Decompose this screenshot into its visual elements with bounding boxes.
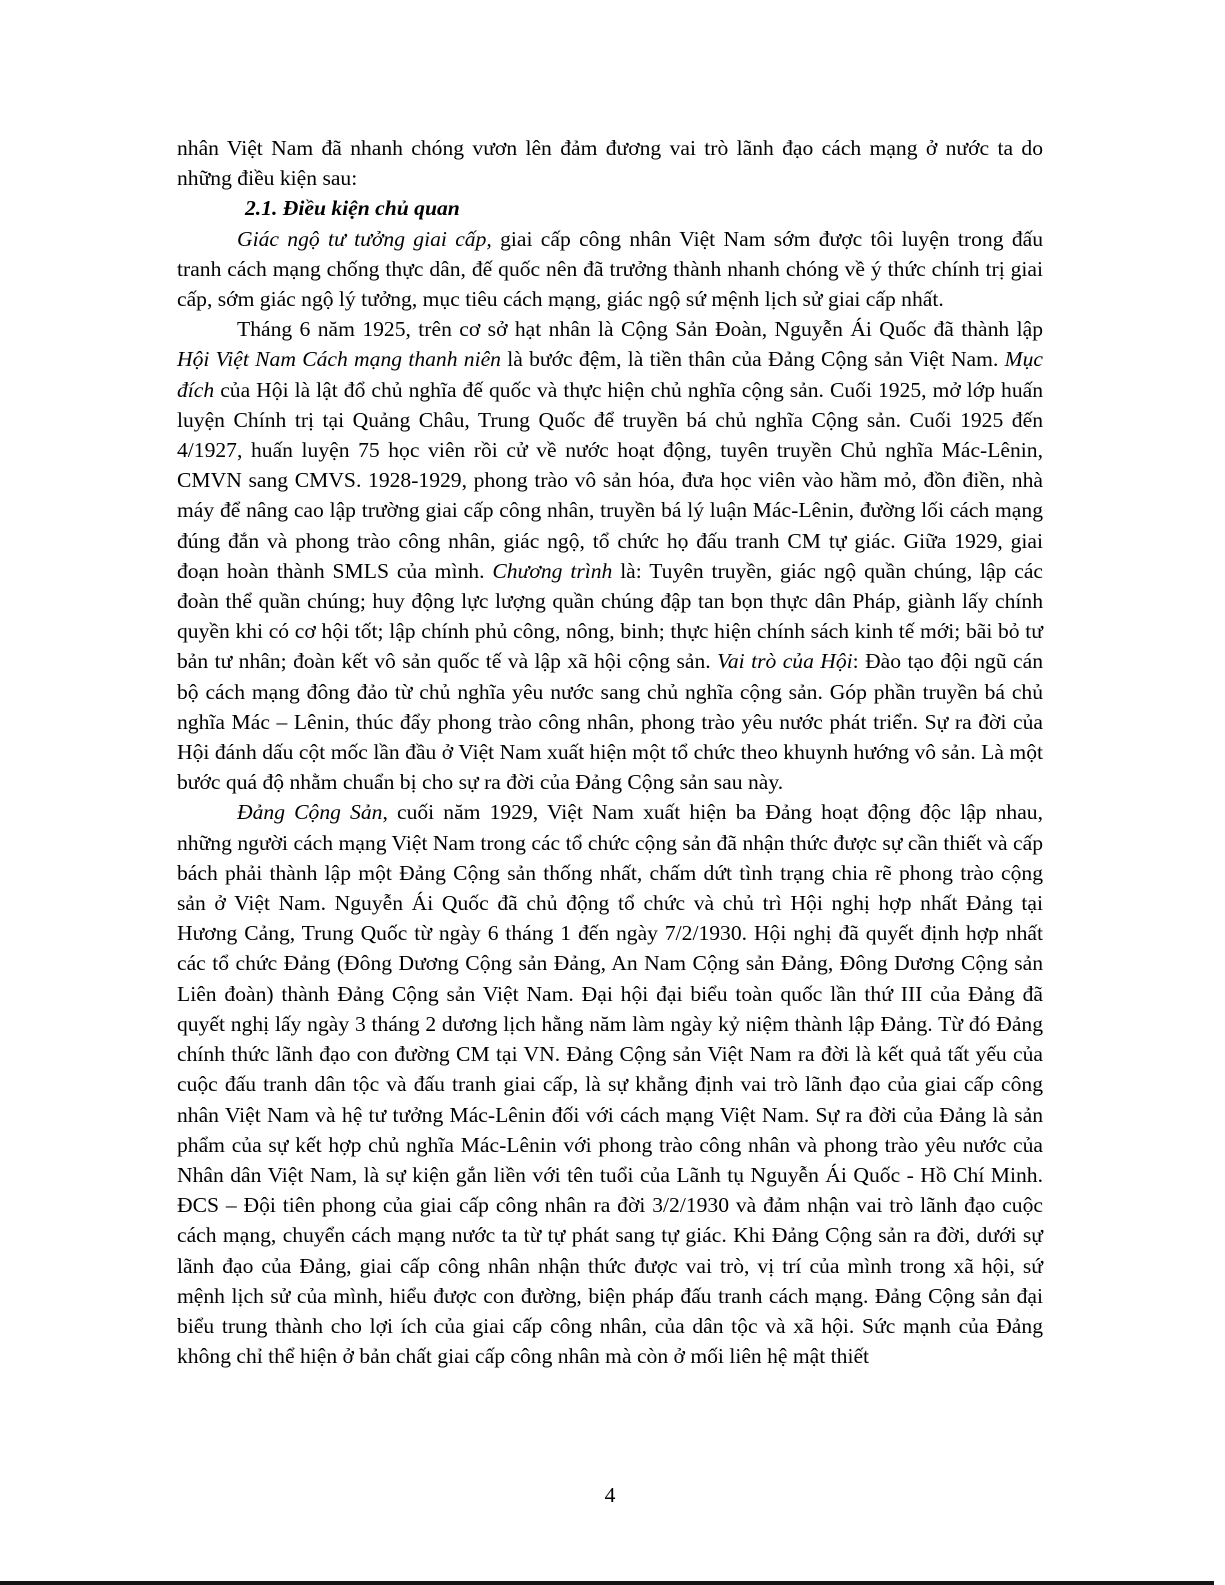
- text-run: Tháng 6 năm 1925, trên cơ sở hạt nhân là Cộng Sản Đoàn, Nguyễn Ái Quốc đã thành lập: [237, 317, 1043, 342]
- paragraph-intro-continuation: [177, 133, 1043, 193]
- text-run: Chương trình: [492, 558, 613, 583]
- text-run: là: Tuyên truyền, giác ngộ quần chúng, lập các đoàn thể quần chúng; huy động lực lượng quần chúng đập tan bọn thực dân Pháp, giành lấy chính quyền khi có cơ hội tốt; lập chính phủ công, nông, binh; thực hiện chính sách kinh tế mới; bãi bỏ tư bản tư nhân; đoàn kết vô sản quốc tế và lập xã hội cộng sản.: [177, 558, 1043, 674]
- text-run: của Hội là lật đổ chủ nghĩa đế quốc và thực hiện chủ nghĩa cộng sản. Cuối 1925, mở lớp huấn luyện Chính trị tại Quảng Châu, Trung Quốc để truyền bá chủ nghĩa Cộng sản. Cuối 1925 đến 4/1927, huấn luyện 75 học viên rồi cử về nước hoạt động, tuyên truyền Chủ nghĩa Mác-Lênin, CMVN sang CMVS. 1928-1929, phong trào vô sản hóa, đưa học viên vào hầm mỏ, đồn điền, nhà máy để nâng cao lập trường giai cấp công nhân, truyền bá lý luận Mác-Lênin, đường lối cách mạng đúng đắn và phong trào công nhân, giác ngộ, tổ chức họ đấu tranh CM tự giác. Giữa 1929, giai đoạn hoàn thành SMLS của mình.: [177, 377, 1043, 583]
- text-run: là bước đệm, là tiền thân của Đảng Cộng sản Việt Nam.: [500, 347, 1005, 372]
- text-run: Mục đích: [177, 347, 1043, 402]
- paragraph-dang-cong-san: [177, 797, 1043, 1371]
- text-run: : Đào tạo đội ngũ cán bộ cách mạng đông đảo từ chủ nghĩa yêu nước sang chủ nghĩa cộng sản. Góp phần truyền bá chủ nghĩa Mác – Lênin, thúc đẩy phong trào công nhân, phong trào yêu nước phát triển. Sự ra đời của Hội đánh dấu cột mốc lần đầu ở Việt Nam xuất hiện một tổ chức theo khuynh hướng vô sản. Là một bước quá độ nhằm chuẩn bị cho sự ra đời của Đảng Cộng sản sau này.: [177, 649, 1043, 795]
- paragraph-giac-ngo-tu-tuong: [177, 224, 1043, 315]
- bottom-edge-bar: [0, 1581, 1214, 1585]
- text-run: nhân Việt Nam đã nhanh chóng vươn lên đảm đương vai trò lãnh đạo cách mạng ở nước ta do những điều kiện sau:: [177, 136, 1043, 191]
- text-run: , cuối năm 1929, Việt Nam xuất hiện ba Đảng hoạt động độc lập nhau, những người cách mạng Việt Nam trong các tổ chức cộng sản đã nhận thức được sự cần thiết và cấp bách phải thành lập một Đảng Cộng sản thống nhất, chấm dứt tình trạng chia rẽ phong trào cộng sản ở Việt Nam. Nguyễn Ái Quốc đã chủ động tổ chức và chủ trì Hội nghị hợp nhất Đảng tại Hương Cảng, Trung Quốc từ ngày 6 tháng 1 đến ngày 7/2/1930. Hội nghị đã quyết định hợp nhất các tổ chức Đảng (Đông Dương Cộng sản Đảng, An Nam Cộng sản Đảng, Đông Dương Cộng sản Liên đoàn) thành Đảng Cộng sản Việt Nam. Đại hội đại biểu toàn quốc lần thứ III của Đảng đã quyết nghị lấy ngày 3 tháng 2 dương lịch hằng năm làm ngày kỷ niệm thành lập Đảng. Từ đó Đảng chính thức lãnh đạo con đường CM tại VN. Đảng Cộng sản Việt Nam ra đời là kết quả tất yếu của cuộc đấu tranh dân tộc và đấu tranh giai cấp, là sự khẳng định vai trò lãnh đạo của giai cấp công nhân Việt Nam và hệ tư tưởng Mác-Lênin đối với cách mạng Việt Nam. Sự ra đời của Đảng là sản phẩm của sự kết hợp chủ nghĩa Mác-Lênin với phong trào công nhân và phong trào yêu nước của Nhân dân Việt Nam, là sự kiện gắn liền với tên tuổi của Lãnh tụ Nguyễn Ái Quốc - Hồ Chí Minh. ĐCS – Đội tiên phong của giai cấp công nhân ra đời 3/2/1930 và đảm nhận vai trò lãnh đạo cuộc cách mạng, chuyển cách mạng nước ta từ tự phát sang tự giác. Khi Đảng Cộng sản ra đời, dưới sự lãnh đạo của Đảng, giai cấp công nhân nhận thức được vai trò, vị trí của mình trong xã hội, sứ mệnh lịch sử của mình, hiểu được con đường, biện pháp đấu tranh cách mạng. Đảng Cộng sản đại biểu trung thành cho lợi ích của giai cấp công nhân, của dân tộc và xã hội. Sức mạnh của Đảng không chỉ thể hiện ở bản chất giai cấp công nhân mà còn ở mối liên hệ mật thiết: [177, 800, 1043, 1369]
- text-run: Vai trò của Hội: [717, 649, 853, 674]
- text-run: Hội Việt Nam Cách mạng thanh niên: [177, 347, 501, 372]
- text-run: giai cấp công nhân Việt Nam sớm được tôi luyện trong đấu tranh cách mạng chống thực dân, đế quốc nên đã trưởng thành nhanh chóng về ý thức chính trị giai cấp, sớm giác ngộ lý tưởng, mục tiêu cách mạng, giác ngộ sứ mệnh lịch sử giai cấp nhất.: [177, 226, 1043, 312]
- text-run: Giác ngộ tư tưởng giai cấp,: [237, 226, 492, 251]
- page-number: 4: [604, 1483, 616, 1507]
- document-text-block: [177, 133, 1043, 1371]
- heading-2-1-dieu-kien-chu-quan: [177, 193, 1043, 223]
- text-run: Đảng Cộng Sản: [237, 800, 383, 825]
- paragraph-hoi-viet-nam-cach-mang-thanh-nien: [177, 314, 1043, 797]
- text-run: 2.1. Điều kiện chủ quan: [245, 196, 460, 221]
